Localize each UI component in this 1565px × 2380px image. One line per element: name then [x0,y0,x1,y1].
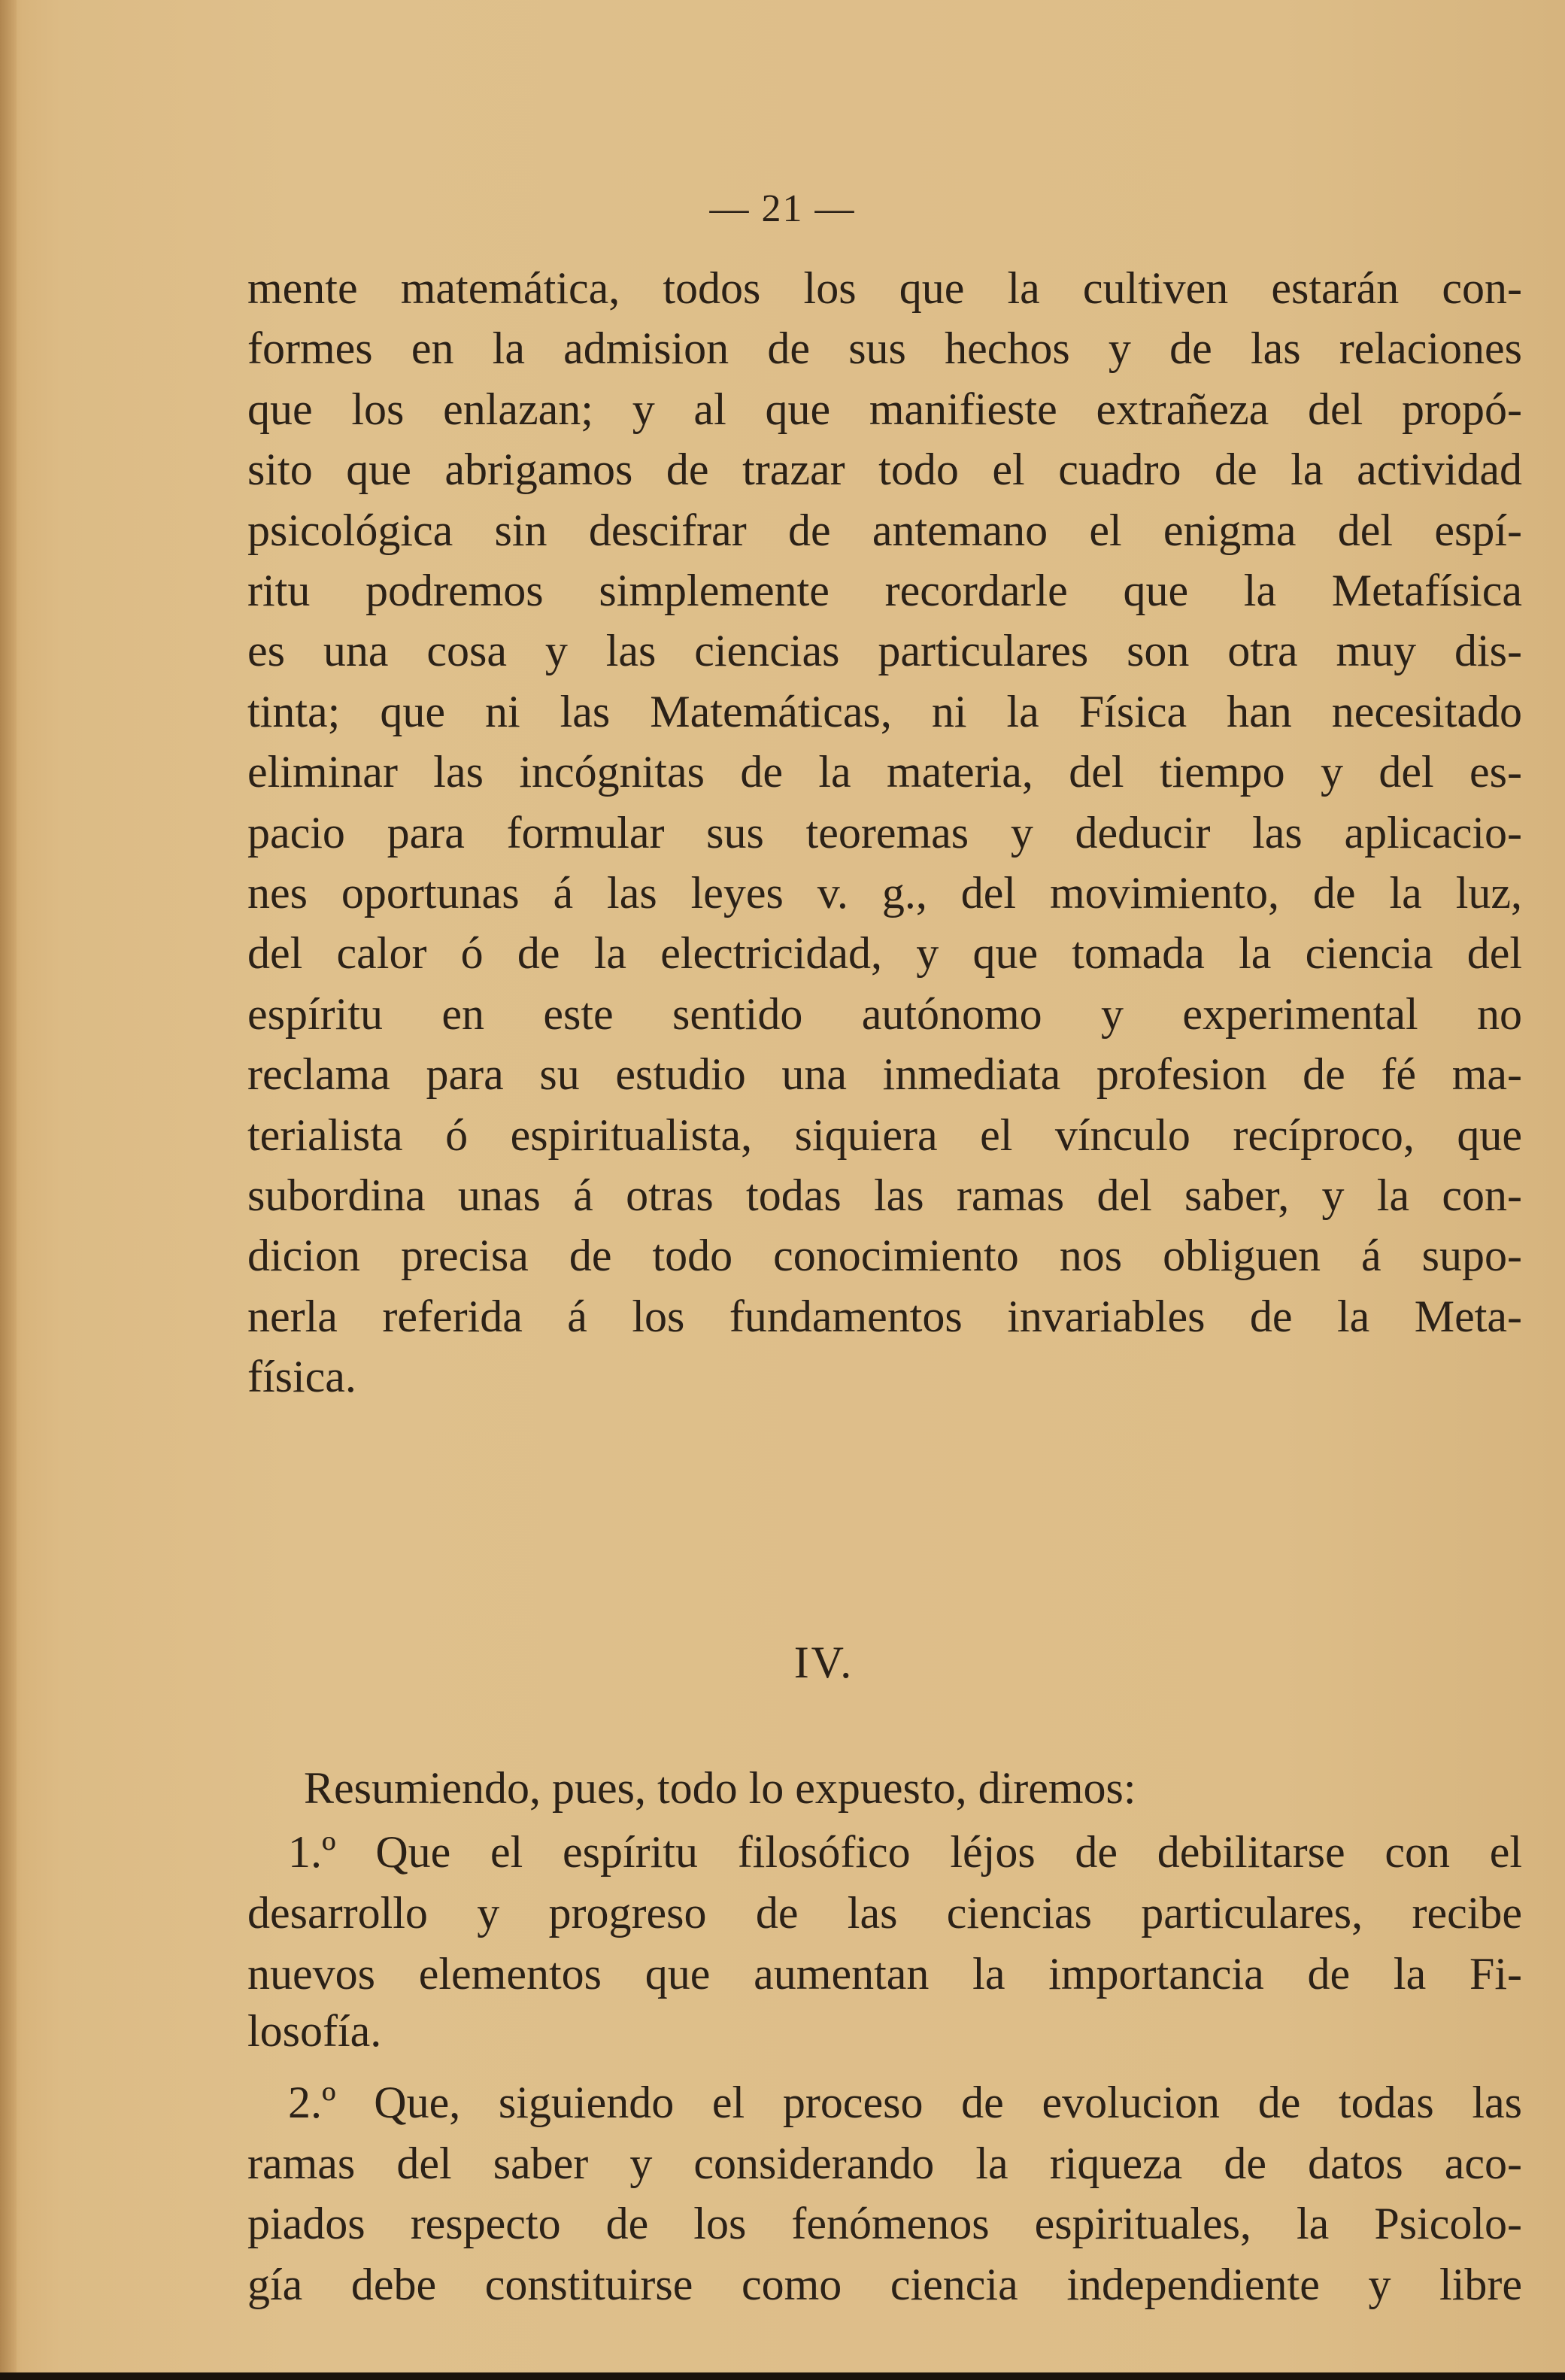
text-line: psicológica sin descifrar de antemano el enigma del espí- [247,505,1522,555]
text-line: que los enlazan; y al que manifieste extrañeza del propó- [247,384,1522,434]
text-line: 2.º Que, siguiendo el proceso de evolucion de todas las [288,2078,1522,2127]
text-line: física. [247,1352,356,1402]
page-bottom-border [0,2372,1565,2380]
text-line: reclama para su estudio una inmediata profesion de fé ma- [247,1049,1522,1100]
text-line: desarrollo y progreso de las ciencias particulares, recibe [247,1888,1522,1938]
section-heading: IV. [793,1638,854,1687]
text-line: piados respecto de los fenómenos espirituales, la Psicolo- [247,2199,1522,2248]
page-number: — 21 — [709,187,856,230]
text-line: tinta; que ni las Matemáticas, ni la Física han necesitado [247,686,1522,736]
text-line: mente matemática, todos los que la cultiven estarán con- [247,263,1522,313]
text-line: nes oportunas á las leyes v. g., del movimiento, de la luz, [247,868,1522,918]
text-line: ramas del saber y considerando la riqueza de datos aco- [247,2139,1522,2188]
summary-intro: Resumiendo, pues, todo lo expuesto, diremos: [304,1763,1136,1813]
text-line: nuevos elementos que aumentan la importancia de la Fi- [247,1949,1522,1999]
text-line: gía debe constituirse como ciencia independiente y libre [247,2260,1522,2309]
text-line: formes en la admision de sus hechos y de las relaciones [247,323,1522,374]
page-edge-shadow [0,0,17,2380]
text-line: eliminar las incógnitas de la materia, del tiempo y del es- [247,747,1522,797]
text-line: pacio para formular sus teoremas y deducir las aplicacio- [247,807,1522,858]
text-line: 1.º Que el espíritu filosófico léjos de debilitarse con el [288,1827,1522,1877]
text-line: del calor ó de la electricidad, y que tomada la ciencia del [247,928,1522,979]
text-line: subordina unas á otras todas las ramas del saber, y la con- [247,1170,1522,1220]
text-line: es una cosa y las ciencias particulares son otra muy dis- [247,626,1522,676]
text-line: dicion precisa de todo conocimiento nos obliguen á supo- [247,1231,1522,1281]
text-line: ritu podremos simplemente recordarle que la Metafísica [247,566,1522,615]
text-line: terialista ó espiritualista, siquiera el vínculo recíproco, que [247,1110,1522,1160]
text-line: nerla referida á los fundamentos invariables de la Meta- [247,1291,1522,1341]
text-line: espíritu en este sentido autónomo y experimental no [247,988,1522,1039]
text-line: losofía. [247,2006,382,2056]
text-line: sito que abrigamos de trazar todo el cuadro de la actividad [247,445,1522,495]
